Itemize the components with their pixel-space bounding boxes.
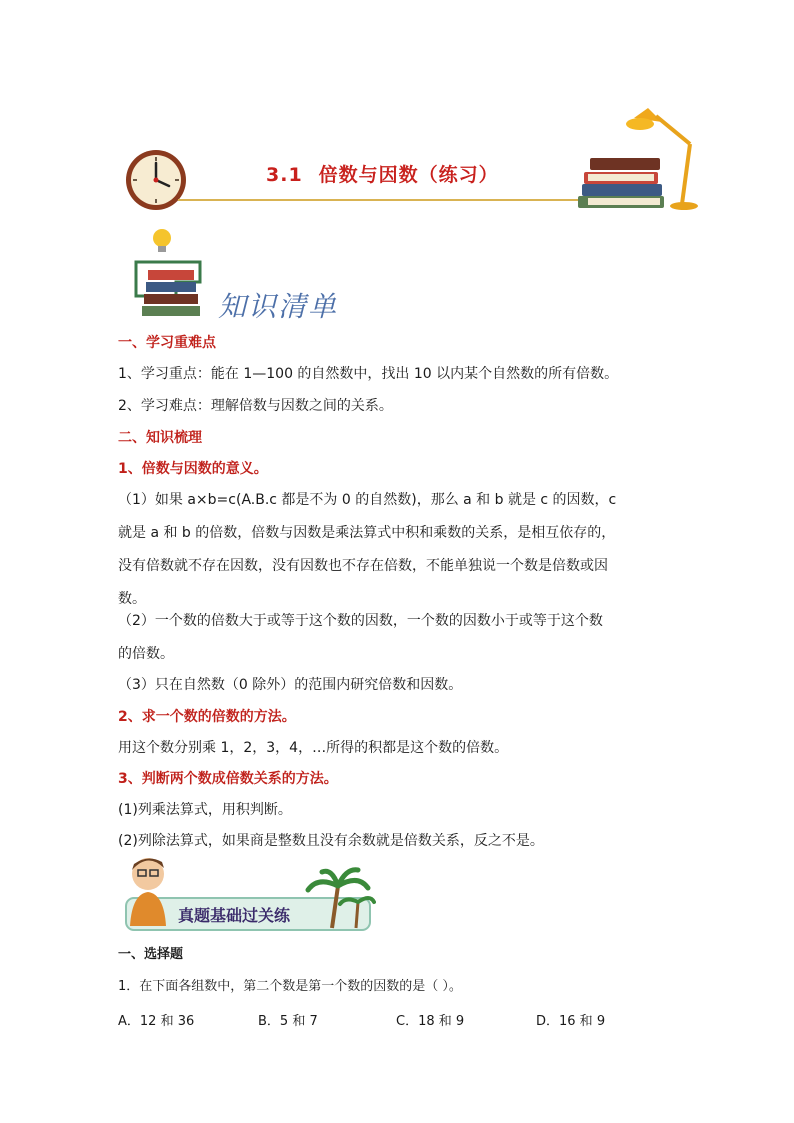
option-b: B．5 和 7 bbox=[258, 1014, 318, 1029]
s1p2-line1: （2）一个数的倍数大于或等于这个数的因数，一个数的因数小于或等于这个数 bbox=[118, 613, 603, 629]
difficulty-text: 2、学习难点：理解倍数与因数之间的关系。 bbox=[118, 398, 393, 414]
page-title bbox=[266, 160, 499, 187]
knowledge-banner-icon bbox=[130, 226, 218, 324]
s1p1-line2: 就是 a 和 b 的倍数，倍数与因数是乘法算式中积和乘数的关系，是相互依存的， bbox=[118, 525, 616, 541]
practice-banner-text: 真题基础过关练 bbox=[178, 906, 291, 925]
title-rule bbox=[178, 199, 598, 201]
heading-key-points: 一、学习重难点 bbox=[118, 335, 216, 351]
section3-text2: (2)列除法算式，如果商是整数且没有余数就是倍数关系，反之不是。 bbox=[118, 833, 544, 849]
section1-paragraph3: （3）只在自然数（0 除外）的范围内研究倍数和因数。 bbox=[118, 677, 463, 693]
section1-title: 1、倍数与因数的意义。 bbox=[118, 461, 268, 477]
section1-paragraph2 bbox=[118, 605, 678, 671]
option-c: C．18 和 9 bbox=[396, 1014, 465, 1029]
books-lamp-illustration bbox=[578, 100, 706, 214]
section3-text1: (1)列乘法算式，用积判断。 bbox=[118, 802, 292, 818]
knowledge-banner-text: 知识清单 bbox=[218, 290, 339, 323]
key-point-text: 1、学习重点：能在 1—100 的自然数中，找出 10 以内某个自然数的所有倍数。 bbox=[118, 366, 619, 382]
option-d: D．16 和 9 bbox=[536, 1014, 606, 1029]
section3-title: 3、判断两个数成倍数关系的方法。 bbox=[118, 771, 338, 787]
exercise-heading: 一、选择题 bbox=[118, 947, 184, 962]
section2-title: 2、求一个数的倍数的方法。 bbox=[118, 709, 296, 725]
question-1: 1．在下面各组数中，第二个数是第一个数的因数的是（ ）。 bbox=[118, 979, 462, 994]
section2-text: 用这个数分别乘 1，2，3，4，…所得的积都是这个数的倍数。 bbox=[118, 740, 509, 756]
s1p1-line4: 数。 bbox=[118, 591, 146, 607]
s1p1-line3: 没有倍数就不存在因数，没有因数也不存在倍数，不能单独说一个数是倍数或因 bbox=[118, 558, 608, 574]
section1-paragraph1 bbox=[118, 484, 678, 616]
s1p1-line1: （1）如果 a×b=c(A.B.c 都是不为 0 的自然数)，那么 a 和 b 就是 c 的因数，c bbox=[118, 492, 617, 508]
title-text: 倍数与因数（练习） bbox=[318, 164, 499, 186]
clock-icon bbox=[124, 148, 188, 212]
section-number: 3.1 bbox=[266, 164, 303, 186]
s1p2-line2: 的倍数。 bbox=[118, 646, 174, 662]
option-a: A．12 和 36 bbox=[118, 1014, 195, 1029]
heading-knowledge: 二、知识梳理 bbox=[118, 430, 202, 446]
